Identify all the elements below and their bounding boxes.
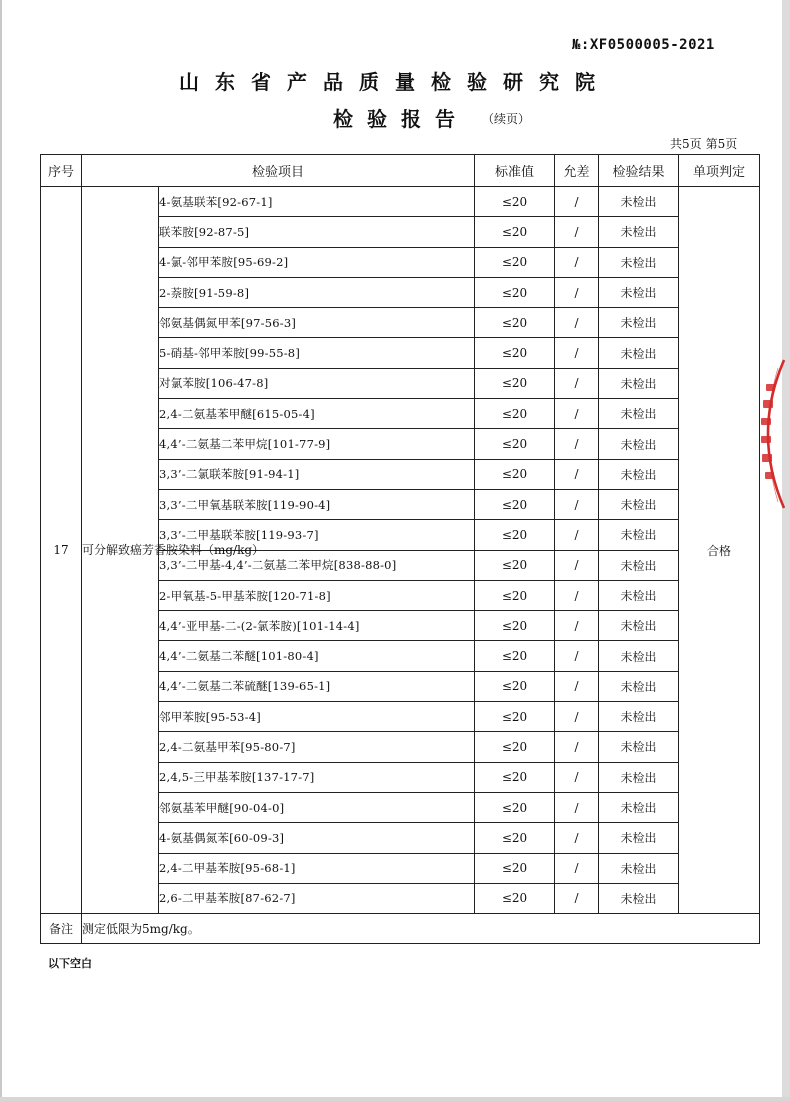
inspection-table bbox=[40, 154, 760, 944]
tolerance-value: / bbox=[555, 580, 599, 610]
table-row bbox=[41, 187, 760, 217]
test-result: 未检出 bbox=[599, 732, 679, 762]
standard-value: ≤20 bbox=[475, 792, 555, 822]
tolerance-value: / bbox=[555, 277, 599, 307]
test-item: 4,4’-二氨基二苯醚[101-80-4] bbox=[159, 641, 475, 671]
tolerance-value: / bbox=[555, 671, 599, 701]
test-result: 未检出 bbox=[599, 368, 679, 398]
standard-value: ≤20 bbox=[475, 429, 555, 459]
test-item: 3,3’-二甲基联苯胺[119-93-7] bbox=[159, 520, 475, 550]
test-result: 未检出 bbox=[599, 762, 679, 792]
test-result: 未检出 bbox=[599, 641, 679, 671]
tolerance-value: / bbox=[555, 399, 599, 429]
test-item: 4-氨基偶氮苯[60-09-3] bbox=[159, 823, 475, 853]
test-item: 2,4,5-三甲基苯胺[137-17-7] bbox=[159, 762, 475, 792]
test-result: 未检出 bbox=[599, 883, 679, 913]
standard-value: ≤20 bbox=[475, 217, 555, 247]
test-item: 5-硝基-邻甲苯胺[99-55-8] bbox=[159, 338, 475, 368]
report-number: №:XF0500005-2021 bbox=[572, 37, 715, 53]
test-item: 3,3’-二氯联苯胺[91-94-1] bbox=[159, 459, 475, 489]
test-item: 邻氨基偶氮甲苯[97-56-3] bbox=[159, 308, 475, 338]
tolerance-value: / bbox=[555, 883, 599, 913]
test-item: 2-萘胺[91-59-8] bbox=[159, 277, 475, 307]
col-verdict: 单项判定 bbox=[679, 155, 760, 187]
test-item: 4,4’-二氨基二苯甲烷[101-77-9] bbox=[159, 429, 475, 459]
tolerance-value: / bbox=[555, 308, 599, 338]
tolerance-value: / bbox=[555, 368, 599, 398]
test-result: 未检出 bbox=[599, 702, 679, 732]
institute-name: 山东省产品质量检验研究院 bbox=[179, 70, 611, 94]
test-result: 未检出 bbox=[599, 550, 679, 580]
tolerance-value: / bbox=[555, 217, 599, 247]
standard-value: ≤20 bbox=[475, 823, 555, 853]
test-result: 未检出 bbox=[599, 671, 679, 701]
tolerance-value: / bbox=[555, 702, 599, 732]
col-tolerance: 允差 bbox=[555, 155, 599, 187]
tolerance-value: / bbox=[555, 338, 599, 368]
standard-value: ≤20 bbox=[475, 853, 555, 883]
standard-value: ≤20 bbox=[475, 368, 555, 398]
standard-value: ≤20 bbox=[475, 732, 555, 762]
test-result: 未检出 bbox=[599, 792, 679, 822]
col-standard: 标准值 bbox=[475, 155, 555, 187]
test-result: 未检出 bbox=[599, 489, 679, 519]
note-row bbox=[41, 914, 760, 944]
test-result: 未检出 bbox=[599, 247, 679, 277]
tolerance-value: / bbox=[555, 247, 599, 277]
standard-value: ≤20 bbox=[475, 550, 555, 580]
test-item: 2,4-二甲基苯胺[95-68-1] bbox=[159, 853, 475, 883]
standard-value: ≤20 bbox=[475, 459, 555, 489]
page-info bbox=[666, 135, 737, 152]
standard-value: ≤20 bbox=[475, 702, 555, 732]
test-item: 4,4’-二氨基二苯硫醚[139-65-1] bbox=[159, 671, 475, 701]
verdict-cell: 合格 bbox=[679, 187, 760, 914]
page-bottom-edge bbox=[0, 1097, 790, 1101]
tolerance-value: / bbox=[555, 459, 599, 489]
col-seq: 序号 bbox=[41, 155, 82, 187]
test-result: 未检出 bbox=[599, 580, 679, 610]
tolerance-value: / bbox=[555, 187, 599, 217]
standard-value: ≤20 bbox=[475, 308, 555, 338]
official-seal bbox=[744, 356, 790, 512]
col-item: 检验项目 bbox=[82, 155, 475, 187]
standard-value: ≤20 bbox=[475, 762, 555, 792]
standard-value: ≤20 bbox=[475, 611, 555, 641]
test-result: 未检出 bbox=[599, 823, 679, 853]
tolerance-value: / bbox=[555, 611, 599, 641]
continued-label: （续页） bbox=[482, 112, 531, 126]
standard-value: ≤20 bbox=[475, 247, 555, 277]
standard-value: ≤20 bbox=[475, 338, 555, 368]
test-result: 未检出 bbox=[599, 217, 679, 247]
current-page: 第5页 bbox=[705, 137, 738, 151]
note-label: 备注 bbox=[41, 914, 82, 944]
test-result: 未检出 bbox=[599, 399, 679, 429]
test-result: 未检出 bbox=[599, 338, 679, 368]
test-item: 4-氨基联苯[92-67-1] bbox=[159, 187, 475, 217]
tolerance-value: / bbox=[555, 823, 599, 853]
note-text: 测定低限为5mg/kg。 bbox=[82, 914, 760, 944]
report-title: 检验报告 bbox=[333, 107, 469, 131]
tolerance-value: / bbox=[555, 489, 599, 519]
standard-value: ≤20 bbox=[475, 489, 555, 519]
test-result: 未检出 bbox=[599, 853, 679, 883]
total-pages: 共5页 bbox=[670, 137, 702, 151]
table-header-row bbox=[41, 155, 760, 187]
test-result: 未检出 bbox=[599, 520, 679, 550]
test-result: 未检出 bbox=[599, 429, 679, 459]
test-item: 邻甲苯胺[95-53-4] bbox=[159, 702, 475, 732]
test-result: 未检出 bbox=[599, 459, 679, 489]
standard-value: ≤20 bbox=[475, 580, 555, 610]
standard-value: ≤20 bbox=[475, 399, 555, 429]
page-right-edge bbox=[782, 0, 790, 1101]
test-result: 未检出 bbox=[599, 611, 679, 641]
page-left-edge bbox=[0, 0, 2, 1101]
test-item: 联苯胺[92-87-5] bbox=[159, 217, 475, 247]
test-result: 未检出 bbox=[599, 308, 679, 338]
seq-cell: 17 bbox=[41, 187, 82, 914]
test-item: 4,4’-亚甲基-二-(2-氯苯胺)[101-14-4] bbox=[159, 611, 475, 641]
standard-value: ≤20 bbox=[475, 187, 555, 217]
tolerance-value: / bbox=[555, 520, 599, 550]
tolerance-value: / bbox=[555, 853, 599, 883]
standard-value: ≤20 bbox=[475, 520, 555, 550]
test-item: 2,4-二氨基苯甲醚[615-05-4] bbox=[159, 399, 475, 429]
test-item: 对氯苯胺[106-47-8] bbox=[159, 368, 475, 398]
tolerance-value: / bbox=[555, 792, 599, 822]
seal-arc bbox=[768, 360, 784, 508]
test-item: 4-氯-邻甲苯胺[95-69-2] bbox=[159, 247, 475, 277]
end-of-report-text: 以下空白 bbox=[48, 957, 92, 970]
col-result: 检验结果 bbox=[599, 155, 679, 187]
tolerance-value: / bbox=[555, 550, 599, 580]
standard-value: ≤20 bbox=[475, 641, 555, 671]
category-cell: 可分解致癌芳香胺染料（mg/kg） bbox=[82, 187, 159, 914]
tolerance-value: / bbox=[555, 429, 599, 459]
tolerance-value: / bbox=[555, 641, 599, 671]
standard-value: ≤20 bbox=[475, 277, 555, 307]
test-item: 3,3’-二甲基-4,4’-二氨基二苯甲烷[838-88-0] bbox=[159, 550, 475, 580]
standard-value: ≤20 bbox=[475, 671, 555, 701]
test-result: 未检出 bbox=[599, 187, 679, 217]
test-item: 2-甲氧基-5-甲基苯胺[120-71-8] bbox=[159, 580, 475, 610]
test-item: 2,6-二甲基苯胺[87-62-7] bbox=[159, 883, 475, 913]
test-item: 邻氨基苯甲醚[90-04-0] bbox=[159, 792, 475, 822]
test-result: 未检出 bbox=[599, 277, 679, 307]
standard-value: ≤20 bbox=[475, 883, 555, 913]
test-item: 2,4-二氨基甲苯[95-80-7] bbox=[159, 732, 475, 762]
tolerance-value: / bbox=[555, 762, 599, 792]
test-item: 3,3’-二甲氧基联苯胺[119-90-4] bbox=[159, 489, 475, 519]
tolerance-value: / bbox=[555, 732, 599, 762]
